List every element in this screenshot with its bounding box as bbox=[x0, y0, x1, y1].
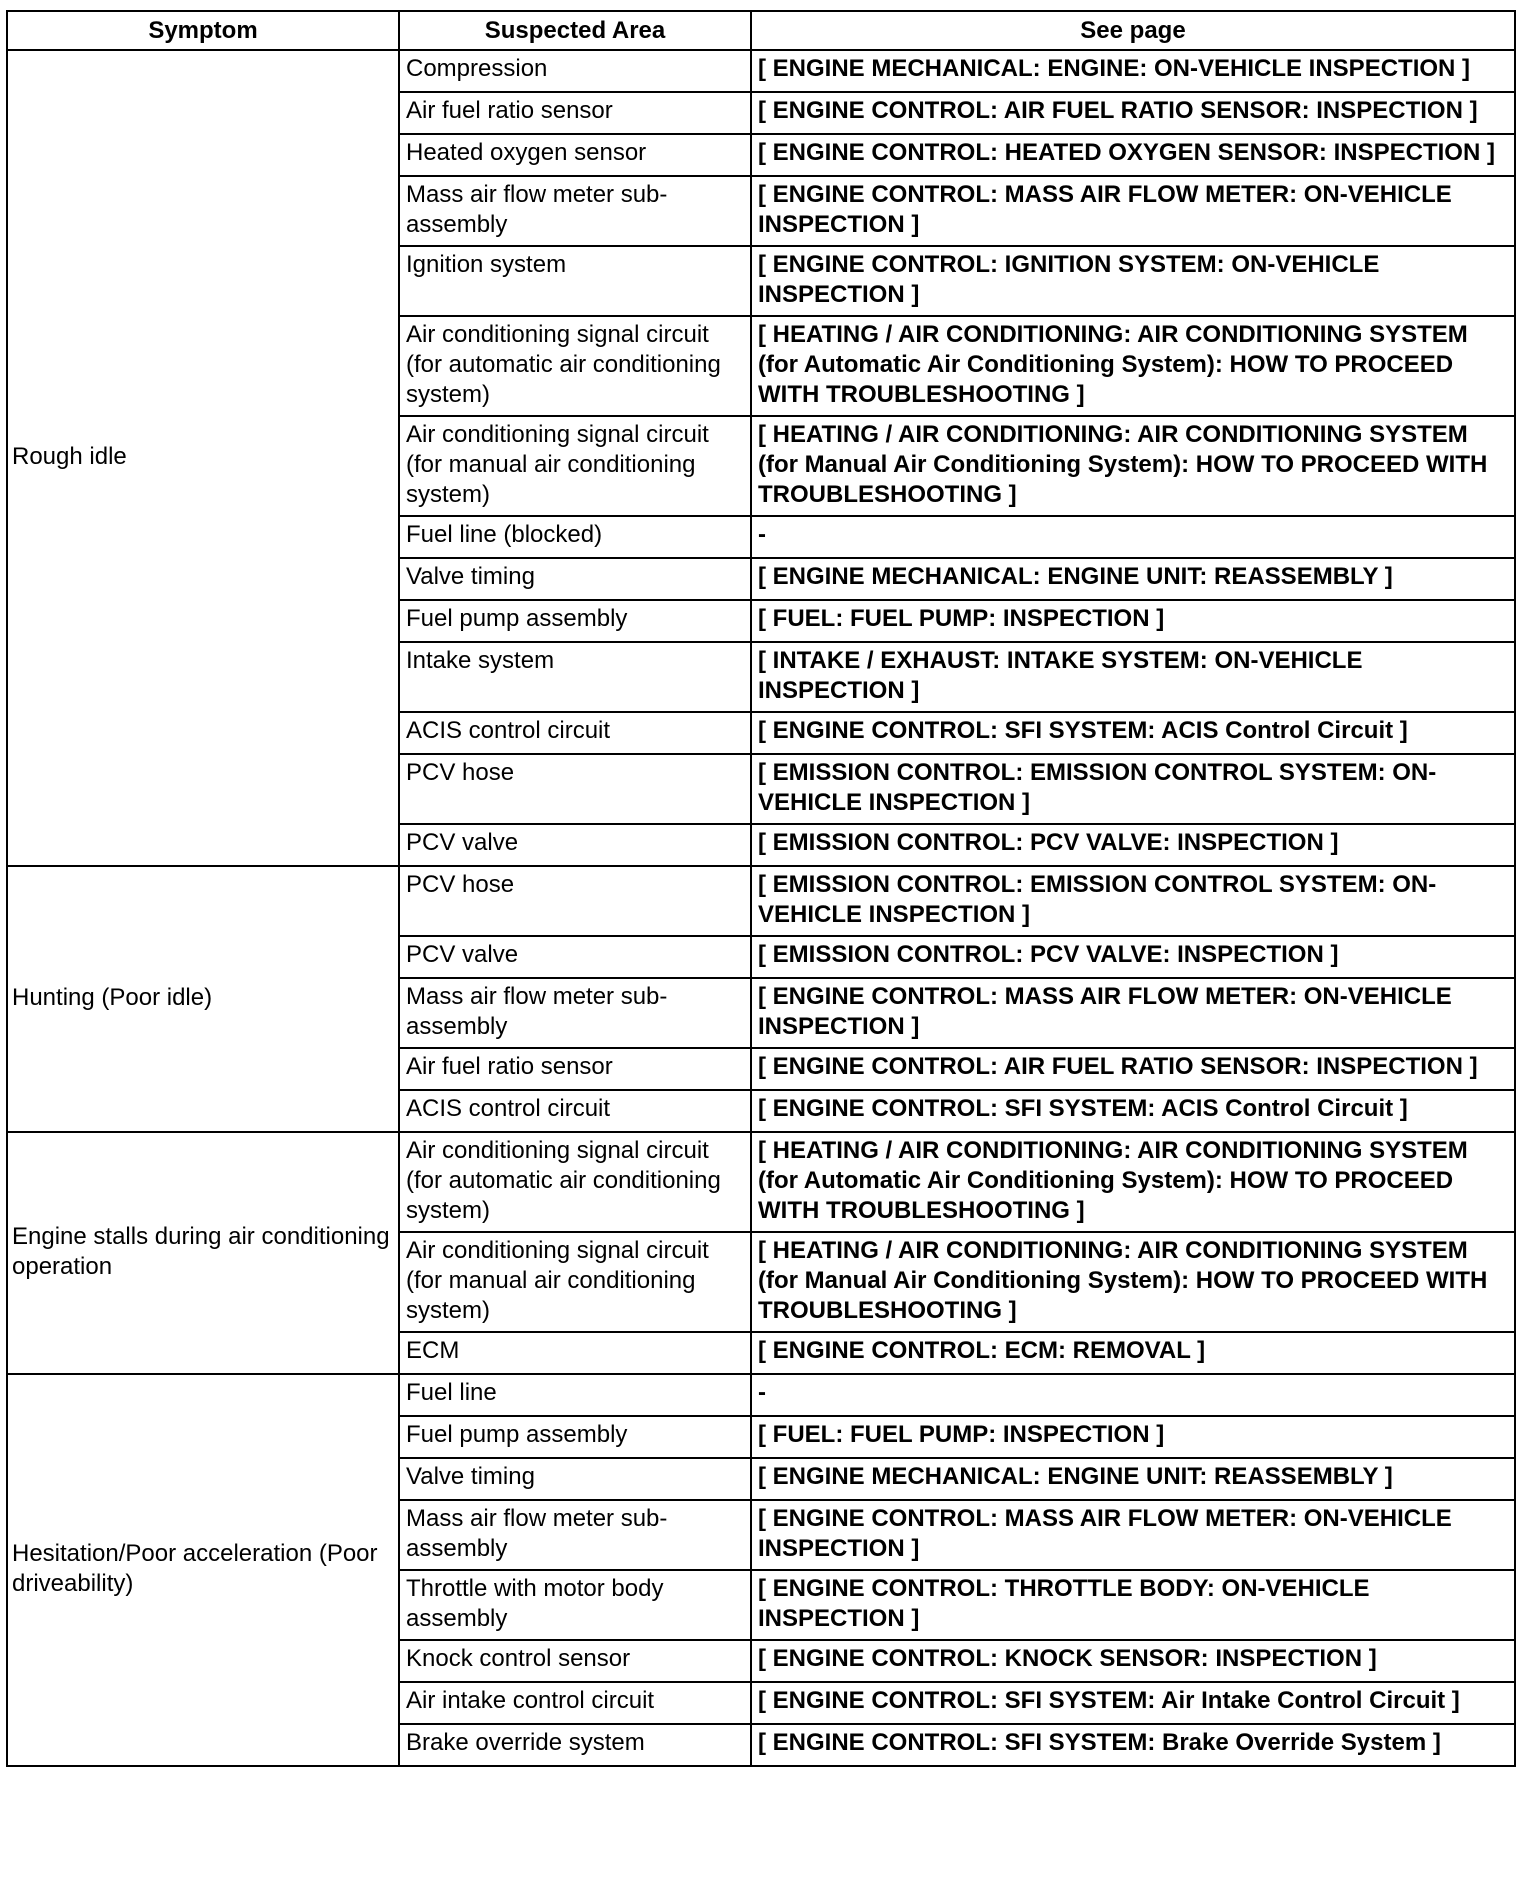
suspected-area-cell: PCV valve bbox=[399, 936, 751, 978]
see-page-reference: [ ENGINE CONTROL: SFI SYSTEM: Brake Override System ] bbox=[751, 1724, 1515, 1766]
see-page-reference: [ HEATING / AIR CONDITIONING: AIR CONDITIONING SYSTEM (for Manual Air Conditioning System): HOW TO PROCEED WITH TROUBLESHOOTING ] bbox=[751, 416, 1515, 516]
see-page-reference: [ ENGINE CONTROL: ECM: REMOVAL ] bbox=[751, 1332, 1515, 1374]
suspected-area-cell: Heated oxygen sensor bbox=[399, 134, 751, 176]
see-page-reference: [ HEATING / AIR CONDITIONING: AIR CONDITIONING SYSTEM (for Manual Air Conditioning System): HOW TO PROCEED WITH TROUBLESHOOTING ] bbox=[751, 1232, 1515, 1332]
table-header-row bbox=[7, 11, 1515, 50]
table-row bbox=[7, 1132, 1515, 1232]
suspected-area-cell: PCV valve bbox=[399, 824, 751, 866]
see-page-reference: [ FUEL: FUEL PUMP: INSPECTION ] bbox=[751, 1416, 1515, 1458]
suspected-area-cell: Intake system bbox=[399, 642, 751, 712]
see-page-reference: [ ENGINE CONTROL: MASS AIR FLOW METER: ON-VEHICLE INSPECTION ] bbox=[751, 1500, 1515, 1570]
symptom-cell: Hunting (Poor idle) bbox=[7, 866, 399, 1132]
see-page-reference: [ ENGINE CONTROL: IGNITION SYSTEM: ON-VEHICLE INSPECTION ] bbox=[751, 246, 1515, 316]
symptom-cell: Hesitation/Poor acceleration (Poor driveability) bbox=[7, 1374, 399, 1766]
see-page-reference: [ ENGINE MECHANICAL: ENGINE UNIT: REASSEMBLY ] bbox=[751, 558, 1515, 600]
see-page-reference: [ ENGINE MECHANICAL: ENGINE: ON-VEHICLE INSPECTION ] bbox=[751, 50, 1515, 92]
see-page-reference: [ ENGINE CONTROL: HEATED OXYGEN SENSOR: INSPECTION ] bbox=[751, 134, 1515, 176]
see-page-reference: [ EMISSION CONTROL: PCV VALVE: INSPECTION ] bbox=[751, 824, 1515, 866]
table-body bbox=[7, 50, 1515, 1766]
suspected-area-cell: PCV hose bbox=[399, 866, 751, 936]
see-page-reference: - bbox=[751, 1374, 1515, 1416]
suspected-area-cell: PCV hose bbox=[399, 754, 751, 824]
suspected-area-cell: Air intake control circuit bbox=[399, 1682, 751, 1724]
see-page-reference: [ ENGINE CONTROL: KNOCK SENSOR: INSPECTION ] bbox=[751, 1640, 1515, 1682]
header-suspected-area: Suspected Area bbox=[399, 11, 751, 50]
suspected-area-cell: Valve timing bbox=[399, 1458, 751, 1500]
suspected-area-cell: Fuel line bbox=[399, 1374, 751, 1416]
see-page-reference: [ ENGINE CONTROL: MASS AIR FLOW METER: ON-VEHICLE INSPECTION ] bbox=[751, 176, 1515, 246]
see-page-reference: [ FUEL: FUEL PUMP: INSPECTION ] bbox=[751, 600, 1515, 642]
suspected-area-cell: Air fuel ratio sensor bbox=[399, 1048, 751, 1090]
suspected-area-cell: ECM bbox=[399, 1332, 751, 1374]
see-page-reference: [ EMISSION CONTROL: EMISSION CONTROL SYSTEM: ON-VEHICLE INSPECTION ] bbox=[751, 866, 1515, 936]
problem-symptoms-table bbox=[6, 10, 1516, 1767]
symptom-cell: Engine stalls during air conditioning operation bbox=[7, 1132, 399, 1374]
suspected-area-cell: Compression bbox=[399, 50, 751, 92]
suspected-area-cell: ACIS control circuit bbox=[399, 712, 751, 754]
see-page-reference: [ ENGINE CONTROL: SFI SYSTEM: ACIS Control Circuit ] bbox=[751, 1090, 1515, 1132]
table-row bbox=[7, 866, 1515, 936]
header-see-page: See page bbox=[751, 11, 1515, 50]
see-page-reference: [ EMISSION CONTROL: EMISSION CONTROL SYSTEM: ON-VEHICLE INSPECTION ] bbox=[751, 754, 1515, 824]
suspected-area-cell: Knock control sensor bbox=[399, 1640, 751, 1682]
table-row bbox=[7, 50, 1515, 92]
see-page-reference: [ ENGINE CONTROL: SFI SYSTEM: ACIS Control Circuit ] bbox=[751, 712, 1515, 754]
suspected-area-cell: Air conditioning signal circuit (for manual air conditioning system) bbox=[399, 1232, 751, 1332]
suspected-area-cell: Mass air flow meter sub-assembly bbox=[399, 176, 751, 246]
see-page-reference: [ ENGINE CONTROL: AIR FUEL RATIO SENSOR: INSPECTION ] bbox=[751, 92, 1515, 134]
suspected-area-cell: Mass air flow meter sub-assembly bbox=[399, 1500, 751, 1570]
see-page-reference: [ ENGINE MECHANICAL: ENGINE UNIT: REASSEMBLY ] bbox=[751, 1458, 1515, 1500]
suspected-area-cell: Air conditioning signal circuit (for automatic air conditioning system) bbox=[399, 316, 751, 416]
table-row bbox=[7, 1374, 1515, 1416]
suspected-area-cell: Fuel line (blocked) bbox=[399, 516, 751, 558]
see-page-reference: [ HEATING / AIR CONDITIONING: AIR CONDITIONING SYSTEM (for Automatic Air Conditioning System): HOW TO PROCEED WITH TROUBLESHOOTING ] bbox=[751, 1132, 1515, 1232]
suspected-area-cell: Fuel pump assembly bbox=[399, 1416, 751, 1458]
suspected-area-cell: Air conditioning signal circuit (for manual air conditioning system) bbox=[399, 416, 751, 516]
suspected-area-cell: Air fuel ratio sensor bbox=[399, 92, 751, 134]
suspected-area-cell: Brake override system bbox=[399, 1724, 751, 1766]
see-page-reference: [ ENGINE CONTROL: THROTTLE BODY: ON-VEHICLE INSPECTION ] bbox=[751, 1570, 1515, 1640]
suspected-area-cell: Air conditioning signal circuit (for automatic air conditioning system) bbox=[399, 1132, 751, 1232]
see-page-reference: [ ENGINE CONTROL: AIR FUEL RATIO SENSOR: INSPECTION ] bbox=[751, 1048, 1515, 1090]
see-page-reference: [ ENGINE CONTROL: MASS AIR FLOW METER: ON-VEHICLE INSPECTION ] bbox=[751, 978, 1515, 1048]
suspected-area-cell: Throttle with motor body assembly bbox=[399, 1570, 751, 1640]
see-page-reference: [ HEATING / AIR CONDITIONING: AIR CONDITIONING SYSTEM (for Automatic Air Conditioning System): HOW TO PROCEED WITH TROUBLESHOOTING ] bbox=[751, 316, 1515, 416]
see-page-reference: [ ENGINE CONTROL: SFI SYSTEM: Air Intake Control Circuit ] bbox=[751, 1682, 1515, 1724]
symptom-cell: Rough idle bbox=[7, 50, 399, 866]
header-symptom: Symptom bbox=[7, 11, 399, 50]
suspected-area-cell: Fuel pump assembly bbox=[399, 600, 751, 642]
see-page-reference: - bbox=[751, 516, 1515, 558]
see-page-reference: [ EMISSION CONTROL: PCV VALVE: INSPECTION ] bbox=[751, 936, 1515, 978]
suspected-area-cell: ACIS control circuit bbox=[399, 1090, 751, 1132]
suspected-area-cell: Mass air flow meter sub-assembly bbox=[399, 978, 751, 1048]
see-page-reference: [ INTAKE / EXHAUST: INTAKE SYSTEM: ON-VEHICLE INSPECTION ] bbox=[751, 642, 1515, 712]
suspected-area-cell: Valve timing bbox=[399, 558, 751, 600]
suspected-area-cell: Ignition system bbox=[399, 246, 751, 316]
